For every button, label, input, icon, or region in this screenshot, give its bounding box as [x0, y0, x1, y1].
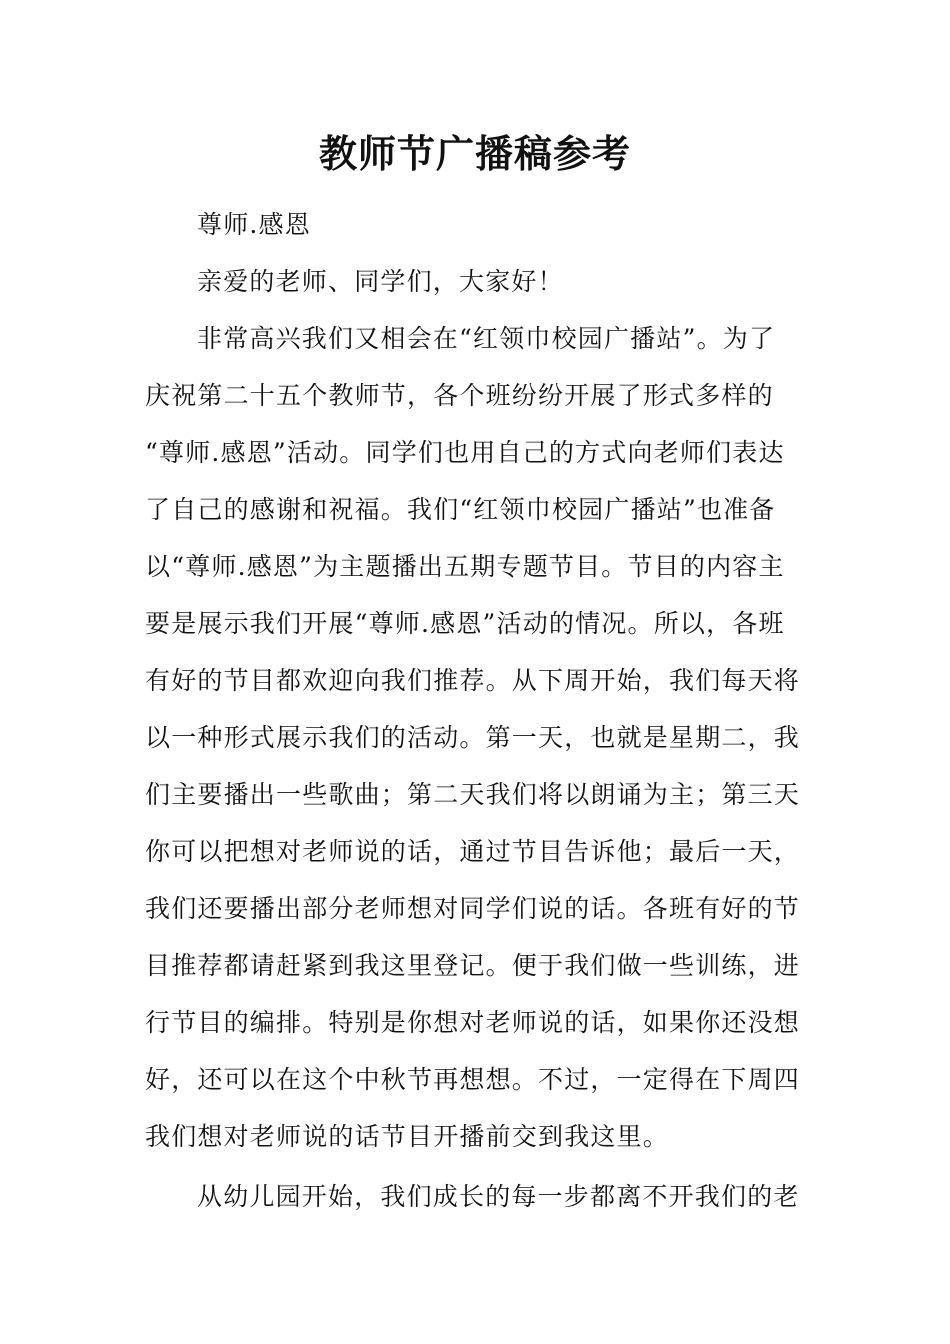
paragraph-line: 庆祝第二十五个教师节，各个班纷纷开展了形式多样的: [145, 381, 774, 410]
paragraph-line: “尊师.感恩”活动。同学们也用自己的方式向老师们表达: [145, 438, 785, 467]
document-title: 教师节广播稿参考: [318, 131, 631, 176]
paragraph-line: 我们想对老师说的话节目开播前交到我这里。: [145, 1122, 670, 1151]
paragraph-line: 们主要播出一些歌曲；第二天我们将以朗诵为主；第三天: [145, 780, 801, 809]
paragraph-line: 从幼儿园开始，我们成长的每一步都离不开我们的老: [197, 1182, 800, 1211]
paragraph-2: [145, 1168, 810, 1225]
paragraph-line: 了自己的感谢和祝福。我们“红领巾校园广播站”也准备: [145, 495, 776, 524]
paragraph-line: 好，还可以在这个中秋节再想想。不过，一定得在下周四: [145, 1065, 801, 1094]
paragraph-line: 非常高兴我们又相会在“红领巾校园广播站”。为了: [197, 324, 776, 353]
paragraph-line: 以“尊师.感恩”为主题播出五期专题节目。节目的内容主: [145, 552, 785, 581]
paragraph-1: [145, 310, 810, 1165]
paragraph-line: 行节目的编排。特别是你想对老师说的话，如果你还没想: [145, 1008, 801, 1037]
paragraph-line: 有好的节目都欢迎向我们推荐。从下周开始，我们每天将: [145, 666, 801, 695]
greeting: 亲爱的老师、同学们，大家好！: [197, 267, 564, 296]
paragraph-line: 我们还要播出部分老师想对同学们说的话。各班有好的节: [145, 894, 801, 923]
paragraph-line: 你可以把想对老师说的话，通过节目告诉他；最后一天，: [145, 837, 801, 866]
paragraph-line: 以一种形式展示我们的活动。第一天，也就是星期二，我: [145, 723, 801, 752]
subtitle: 尊师.感恩: [197, 210, 311, 239]
paragraph-line: 要是展示我们开展“尊师.感恩”活动的情况。所以，各班: [145, 609, 785, 638]
paragraph-line: 目推荐都请赶紧到我这里登记。便于我们做一些训练，进: [145, 951, 801, 980]
